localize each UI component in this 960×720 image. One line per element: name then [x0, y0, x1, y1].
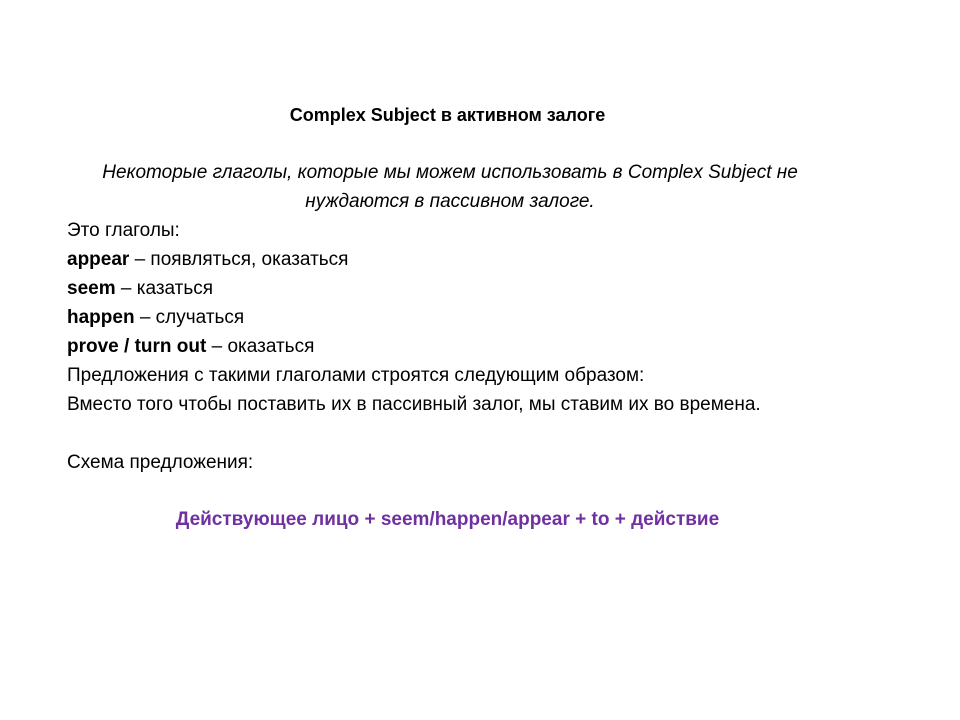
spacer [67, 419, 807, 448]
explanation-line-1: Предложения с такими глаголами строятся следующим образом: [67, 365, 645, 386]
verbs-heading: Это глаголы: [67, 220, 180, 241]
verb-translation: – появляться, оказаться [129, 249, 349, 270]
verb-item [67, 303, 807, 332]
verb-item [67, 274, 807, 303]
verb-translation: – оказаться [206, 336, 315, 357]
slide-title: Complex Subject в активном залоге [289, 105, 606, 125]
verb-item [67, 245, 807, 274]
verb-term: appear [67, 249, 130, 270]
verb-translation: – казаться [115, 278, 214, 299]
intro-paragraph: Некоторые глаголы, которые мы можем использовать в Complex Subject не нуждаются в пассивном залоге. [102, 162, 798, 212]
verb-term: seem [67, 278, 116, 299]
schema-label: Схема предложения: [67, 452, 254, 473]
slide-body [67, 216, 807, 477]
verb-term: happen [67, 307, 135, 328]
verb-translation: – случаться [134, 307, 245, 328]
verb-term: prove / turn out [67, 336, 207, 357]
explanation-line-2: Вместо того чтобы поставить их в пассивный залог, мы ставим их во времена. [67, 394, 761, 415]
verb-item [67, 332, 807, 361]
schema-formula: Действующее лицо + seem/happen/appear + to + действие [175, 509, 720, 530]
